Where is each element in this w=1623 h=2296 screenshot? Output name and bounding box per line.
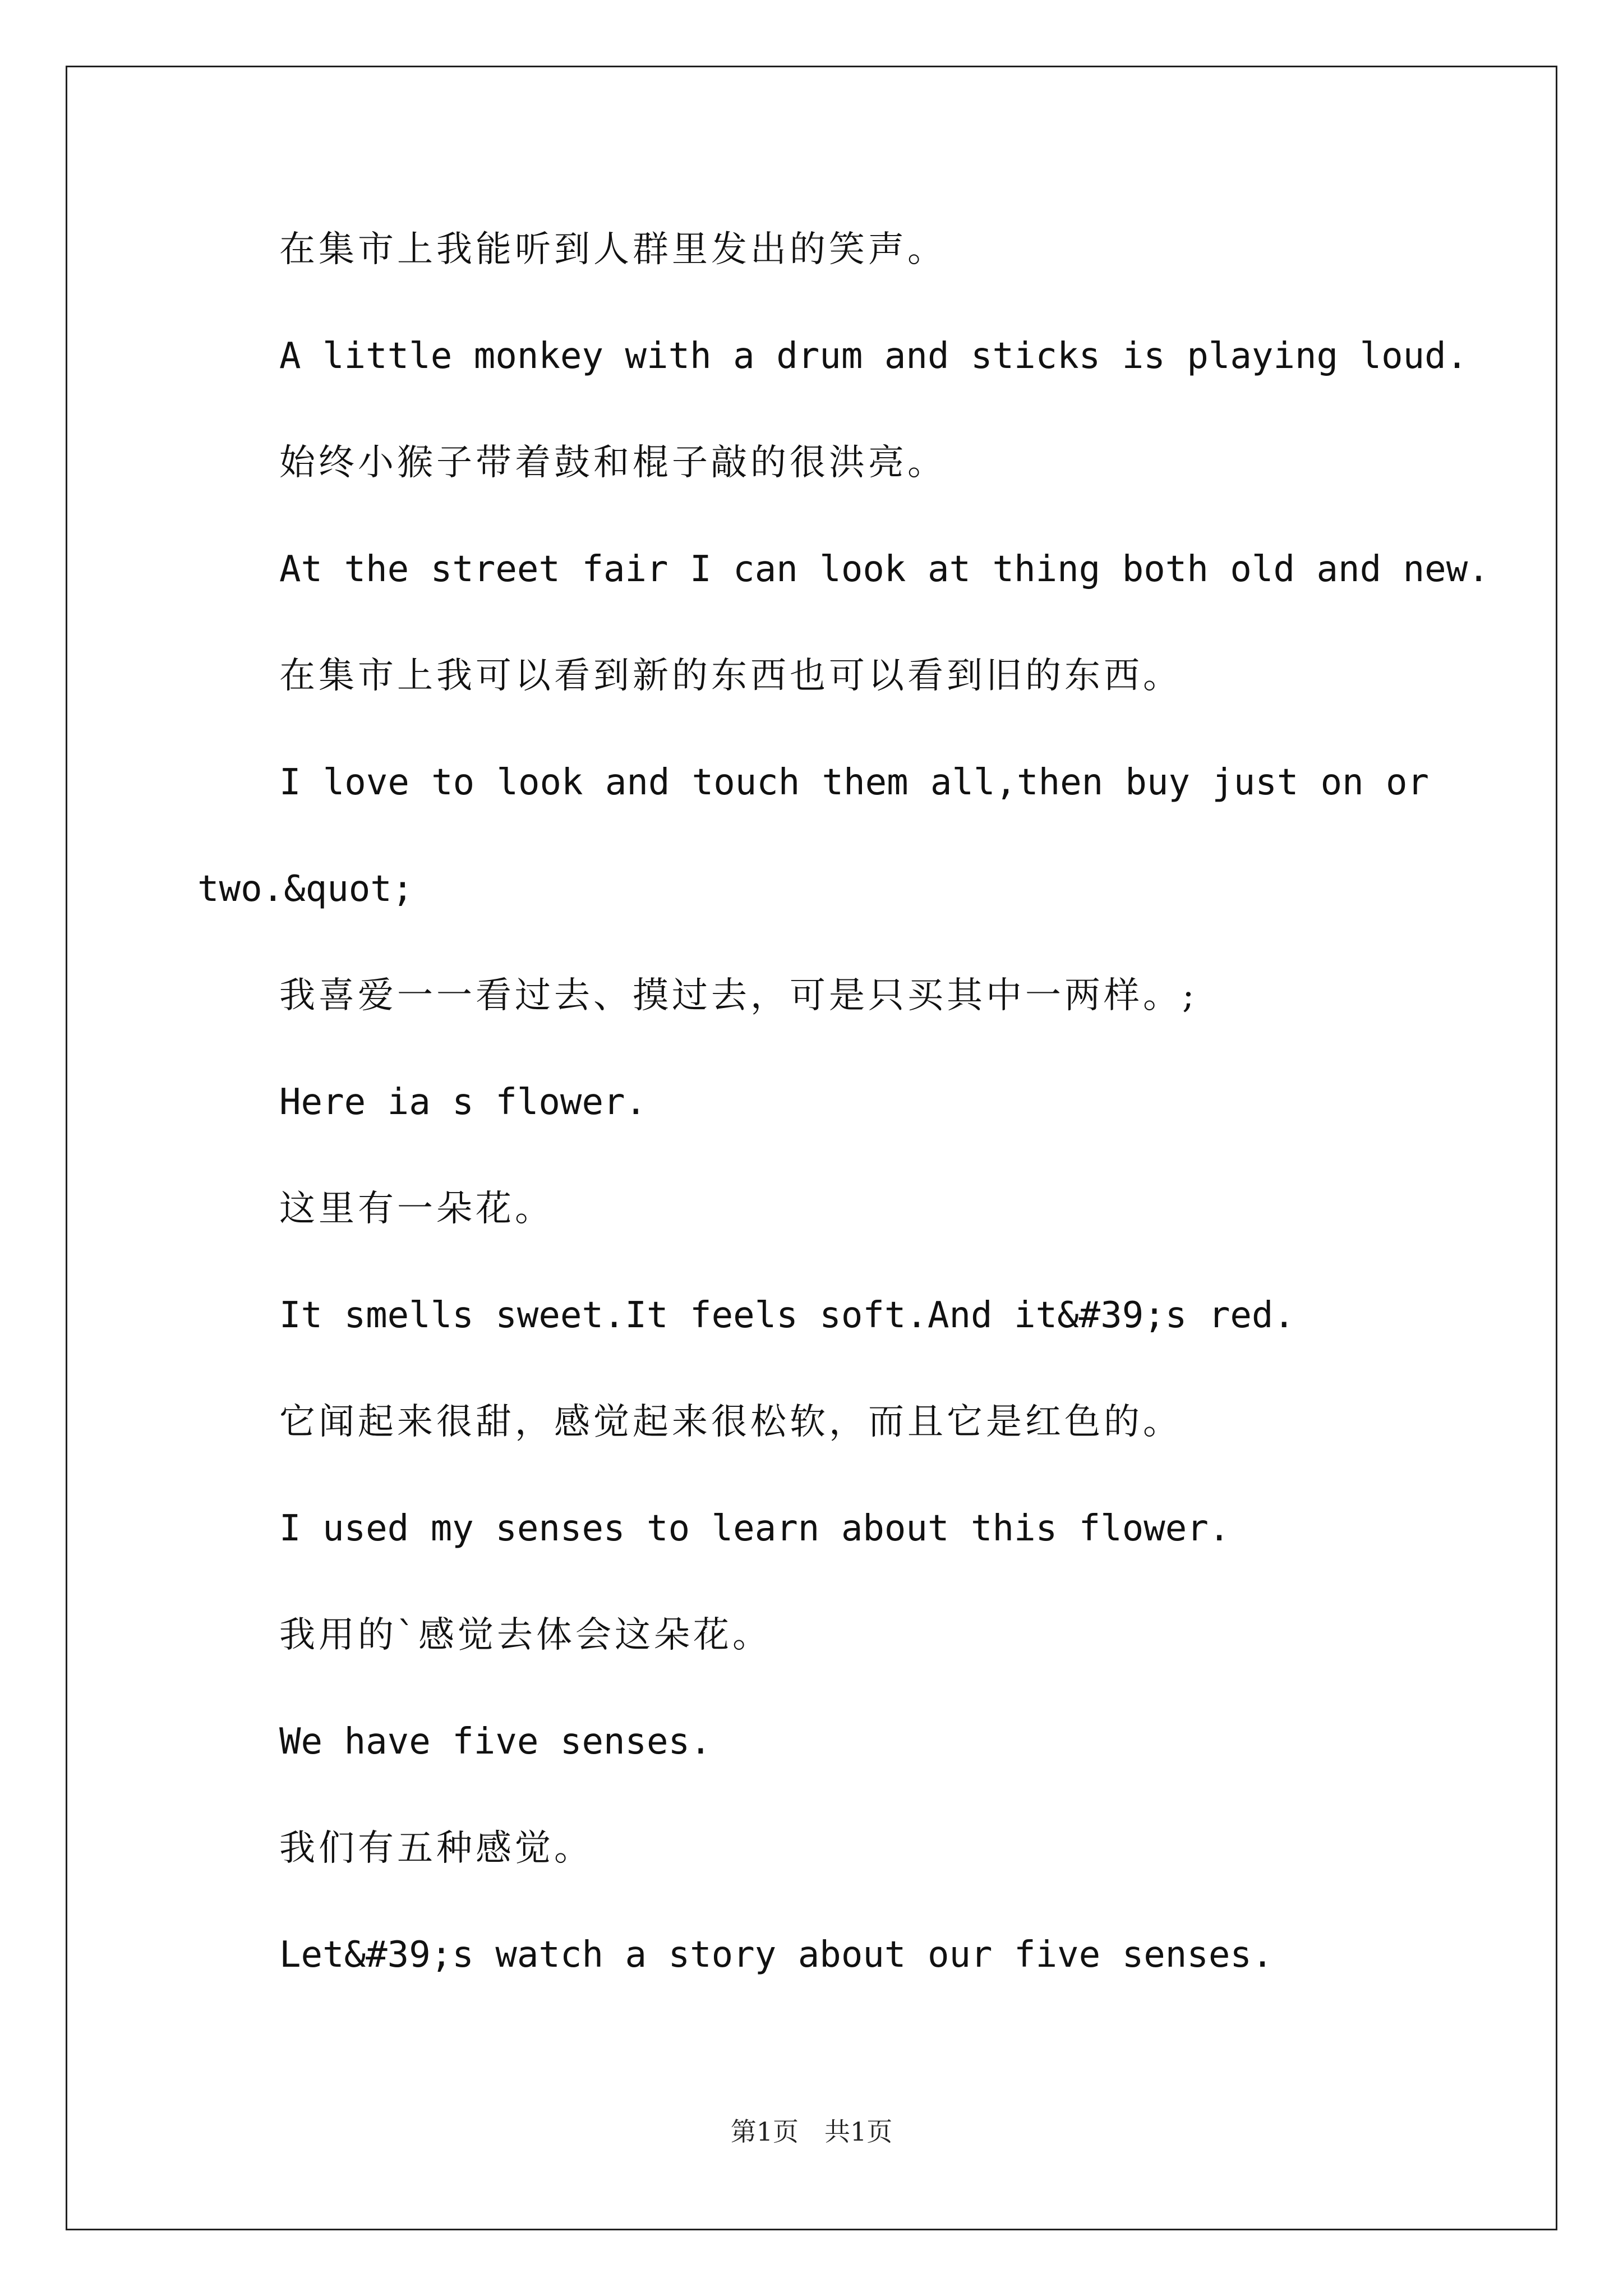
paragraph-line: I used my senses to learn about this flower. (279, 1508, 1230, 1549)
paragraph-line: We have five senses. (279, 1721, 712, 1763)
paragraph-line: I love to look and touch them all,then buy just on or (279, 762, 1429, 803)
paragraph-line: Here ia s flower. (279, 1082, 647, 1123)
paragraph-line: 在集市上我可以看到新的东西也可以看到旧的东西。 (279, 655, 1182, 697)
paragraph-line: It smells sweet.It feels soft.And it&#39;s red. (279, 1295, 1295, 1336)
paragraph-line: Let&#39;s watch a story about our five senses. (279, 1934, 1274, 1976)
paragraph-line: At the street fair I can look at thing both old and new. (279, 549, 1490, 590)
paragraph-line-continued: two.&quot; (197, 868, 414, 910)
paragraph-line: 在集市上我能听到人群里发出的笑声。 (279, 229, 947, 270)
paragraph-line: 它闻起来很甜，感觉起来很松软，而且它是红色的。 (279, 1401, 1182, 1443)
paragraph-line: 我喜爱一一看过去、摸过去，可是只买其中一两样。; (279, 975, 1198, 1016)
paragraph-line: A little monkey with a drum and sticks is playing loud. (279, 335, 1468, 377)
paragraph-line: 始终小猴子带着鼓和棍子敲的很洪亮。 (279, 442, 947, 484)
paragraph-line: 我们有五种感觉。 (279, 1828, 593, 1869)
paragraph-line: 这里有一朵花。 (279, 1188, 554, 1230)
page-number-footer: 第1页 共1页 (730, 2116, 893, 2147)
paragraph-line: 我用的`感觉去体会这朵花。 (279, 1614, 772, 1656)
